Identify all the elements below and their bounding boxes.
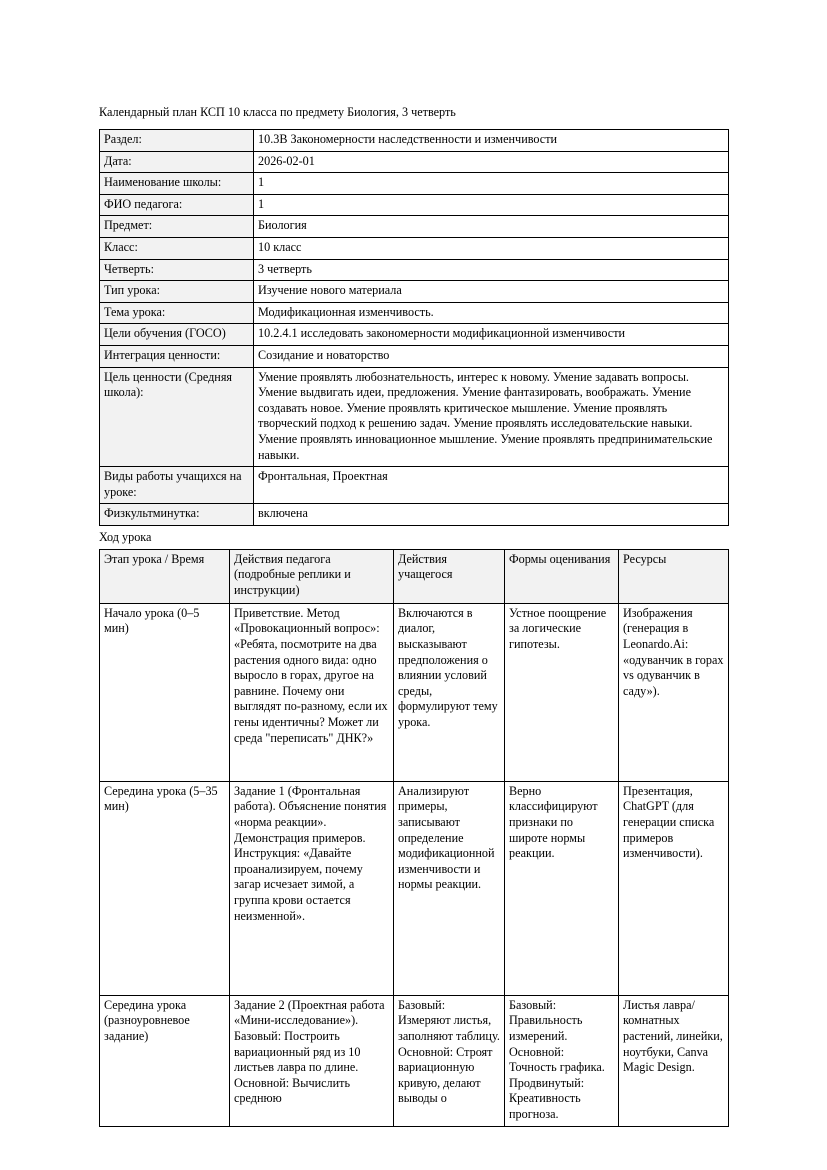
cell-assessment: Базовый: Правильность измерений. Основной: Точность графика. Продвинутый: Креативность прогноза. xyxy=(505,995,619,1126)
cell-stage: Начало урока (0–5 мин) xyxy=(100,603,230,781)
info-value: 10.3В Закономерности наследственности и изменчивости xyxy=(254,130,729,152)
cell-teacher-actions: Приветствие. Метод «Провокационный вопрос»: «Ребята, посмотрите на два растения одного вида: одно выросло в горах, другое на равнине. Почему они выглядят по-разному, если их гены идентичны? Может ли среда "переписать" ДНК?» xyxy=(230,603,394,781)
table-header-row xyxy=(100,549,729,603)
info-value: 3 четверть xyxy=(254,259,729,281)
cell-stage: Середина урока (5–35 мин) xyxy=(100,781,230,995)
lesson-flow-heading: Ход урока xyxy=(99,529,152,544)
info-value: Умение проявлять любознательность, интерес к новому. Умение задавать вопросы. Умение выдвигать идеи, предложения. Умение фантазировать, воображать. Умение создавать новое. Умение проявлять критическое мышление. Умение проявлять творческий подход к решению задач. Умение проявлять исследовательские навыки. Умение проявлять инновационное мышление. Умение проявлять предпринимательские навыки. xyxy=(254,367,729,467)
info-label: Цель ценности (Средняя школа): xyxy=(100,367,254,467)
cell-resources: Изображения (генерация в Leonardo.Ai: «одуванчик в горах vs одуванчик в саду»). xyxy=(619,603,729,781)
table-row xyxy=(100,467,729,504)
cell-student-actions: Базовый: Измеряют листья, заполняют таблицу. Основной: Строят вариационную кривую, делают выводы о xyxy=(394,995,505,1126)
info-label: Наименование школы: xyxy=(100,173,254,195)
info-value: 2026-02-01 xyxy=(254,151,729,173)
table-row xyxy=(100,367,729,467)
cell-student-actions: Включаются в диалог, высказывают предположения о влиянии условий среды, формулируют тему урока. xyxy=(394,603,505,781)
info-label: Класс: xyxy=(100,237,254,259)
info-label: Виды работы учащихся на уроке: xyxy=(100,467,254,504)
lesson-info-table-body xyxy=(100,130,729,526)
lesson-flow-table-head xyxy=(100,549,729,603)
info-value: 10.2.4.1 исследовать закономерности модификационной изменчивости xyxy=(254,324,729,346)
table-row xyxy=(100,151,729,173)
info-value: Созидание и новаторство xyxy=(254,345,729,367)
table-row xyxy=(100,194,729,216)
info-value: 1 xyxy=(254,173,729,195)
table-row xyxy=(100,781,729,995)
table-row xyxy=(100,259,729,281)
table-row xyxy=(100,281,729,303)
info-label: Интеграция ценности: xyxy=(100,345,254,367)
column-header-teacher-actions: Действия педагога (подробные реплики и инструкции) xyxy=(230,549,394,603)
info-label: Физкультминутка: xyxy=(100,504,254,526)
table-row xyxy=(100,130,729,152)
lesson-flow-table-body xyxy=(100,603,729,1126)
cell-assessment: Верно классифицируют признаки по широте нормы реакции. xyxy=(505,781,619,995)
table-row xyxy=(100,216,729,238)
column-header-resources: Ресурсы xyxy=(619,549,729,603)
info-label: Раздел: xyxy=(100,130,254,152)
table-row xyxy=(100,603,729,781)
info-value: 10 класс xyxy=(254,237,729,259)
cell-assessment: Устное поощрение за логические гипотезы. xyxy=(505,603,619,781)
info-label: Дата: xyxy=(100,151,254,173)
info-label: Тема урока: xyxy=(100,302,254,324)
table-row xyxy=(100,504,729,526)
cell-student-actions: Анализируют примеры, записывают определение модификационной изменчивости и нормы реакции. xyxy=(394,781,505,995)
table-row xyxy=(100,995,729,1126)
info-value: Модификационная изменчивость. xyxy=(254,302,729,324)
page-title: Календарный план КСП 10 класса по предмету Биология, 3 четверть xyxy=(99,105,456,119)
info-value: Изучение нового материала xyxy=(254,281,729,303)
lesson-flow-table xyxy=(99,549,729,1127)
cell-stage: Середина урока (разноуровневое задание) xyxy=(100,995,230,1126)
table-row xyxy=(100,173,729,195)
cell-teacher-actions: Задание 2 (Проектная работа «Мини-исследование»). Базовый: Построить вариационный ряд из 10 листьев лавра по длине. Основной: Вычислить среднюю xyxy=(230,995,394,1126)
info-label: Предмет: xyxy=(100,216,254,238)
table-row xyxy=(100,237,729,259)
table-row xyxy=(100,302,729,324)
column-header-assessment: Формы оценивания xyxy=(505,549,619,603)
column-header-student-actions: Действия учащегося xyxy=(394,549,505,603)
table-row xyxy=(100,324,729,346)
info-value: 1 xyxy=(254,194,729,216)
table-row xyxy=(100,345,729,367)
info-label: ФИО педагога: xyxy=(100,194,254,216)
info-label: Четверть: xyxy=(100,259,254,281)
column-header-stage: Этап урока / Время xyxy=(100,549,230,603)
info-value: Биология xyxy=(254,216,729,238)
info-label: Цели обучения (ГОСО) xyxy=(100,324,254,346)
cell-teacher-actions: Задание 1 (Фронтальная работа). Объяснение понятия «норма реакции». Демонстрация примеров. Инструкция: «Давайте проанализируем, почему загар исчезает зимой, а группа крови остается неизменной». xyxy=(230,781,394,995)
info-label: Тип урока: xyxy=(100,281,254,303)
cell-resources: Листья лавра/комнатных растений, линейки, ноутбуки, Canva Magic Design. xyxy=(619,995,729,1126)
lesson-info-table xyxy=(99,129,729,526)
info-value: Фронтальная, Проектная xyxy=(254,467,729,504)
info-value: включена xyxy=(254,504,729,526)
cell-resources: Презентация, ChatGPT (для генерации списка примеров изменчивости). xyxy=(619,781,729,995)
